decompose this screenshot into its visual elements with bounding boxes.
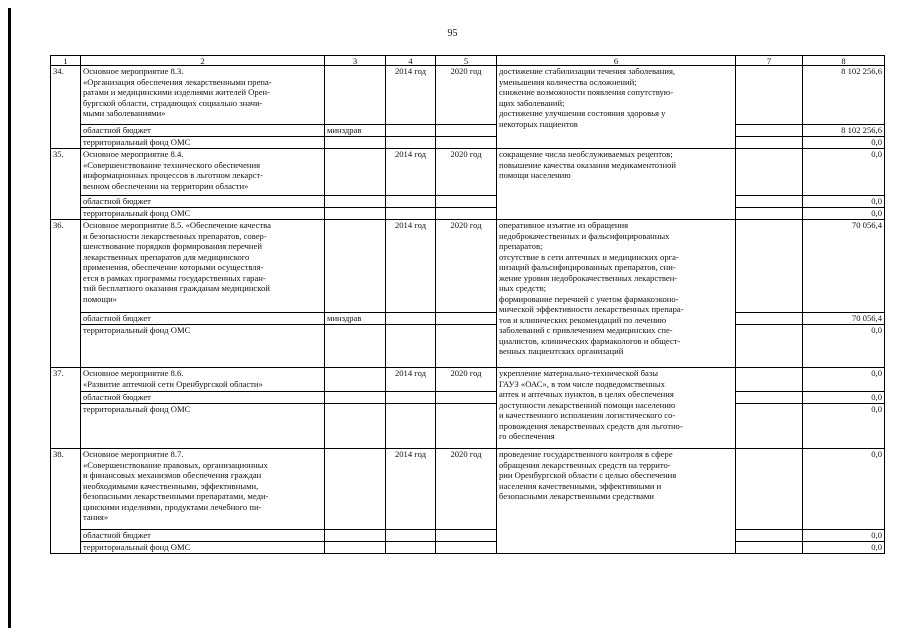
funding-source-label: территориальный фонд ОМС bbox=[80, 541, 325, 554]
column-header-7: 7 bbox=[735, 55, 803, 66]
column-header-1: 1 bbox=[50, 55, 81, 66]
column-header-6: 6 bbox=[496, 55, 736, 66]
funding-executor bbox=[324, 541, 386, 554]
expected-result: сокращение числа необслуживаемых рецептов; повышение качества оказания медикаментозной помощи населению bbox=[496, 148, 736, 220]
column-7-cell bbox=[735, 367, 803, 392]
funding-amount: 0,0 bbox=[802, 324, 885, 368]
activity-title: Основное мероприятие 8.3. «Организация обеспечения лекарственными препа- ратами и медицинскими изделиями жителей Орен- бургской области, страдающих социально значи- мыми заболеваниями» bbox=[80, 65, 325, 125]
activity-title: Основное мероприятие 8.5. «Обеспечение качества и безопасности лекарственных препаратов, совер- шенствование порядков формирования перечней лекарственных препаратов для медицинского применения, обеспечение которыми осуществля- ется в рамках программы государственных гаран- тий бесплатного оказания гражданам медицинской помощи» bbox=[80, 219, 325, 313]
funding-end-cell bbox=[435, 403, 497, 449]
activity-title: Основное мероприятие 8.7. «Совершенствование правовых, организационных и финансовых механизмов обеспечения граждан необходимыми качественными, эффективными, безопасными лекарственными препаратами, меди- цинскими изделиями, продуктами лечебного пи- тания» bbox=[80, 448, 325, 530]
funding-source-label: территориальный фонд ОМС bbox=[80, 403, 325, 449]
funding-amount: 0,0 bbox=[802, 541, 885, 554]
executor-cell bbox=[324, 367, 386, 392]
row-number: 37. bbox=[50, 367, 81, 449]
row-number: 38. bbox=[50, 448, 81, 554]
funding-start-cell bbox=[385, 324, 436, 368]
column-7-cell bbox=[735, 148, 803, 196]
total-amount: 0,0 bbox=[802, 448, 885, 530]
funding-amount: 0,0 bbox=[802, 529, 885, 542]
column-header-5: 5 bbox=[435, 55, 497, 66]
executor-cell bbox=[324, 65, 386, 125]
row-number: 35. bbox=[50, 148, 81, 220]
funding-source-label: территориальный фонд ОМС bbox=[80, 207, 325, 220]
funding-col7-cell bbox=[735, 541, 803, 554]
funding-amount: 0,0 bbox=[802, 136, 885, 149]
funding-executor bbox=[324, 324, 386, 368]
total-amount: 70 056,4 bbox=[802, 219, 885, 313]
funding-amount: 0,0 bbox=[802, 391, 885, 404]
expected-result: укрепление материально-технической базы ГАУЗ «ОАС», в том числе подведомственных аптек и аптечных пунктов, в целях обеспечения доступности лекарственной помощи населению и качественного исполнения логистического со- провождения лекарственных средств для льготно- го обеспечения bbox=[496, 367, 736, 449]
expected-result: проведение государственного контроля в сфере обращения лекарственных средств на террито- рии Оренбургской области с целью обеспечения населения качественными, эффективными и безопасными лекарственными средствами bbox=[496, 448, 736, 554]
activity-title: Основное мероприятие 8.6. «Развитие аптечной сети Оренбургской области» bbox=[80, 367, 325, 392]
column-7-cell bbox=[735, 448, 803, 530]
executor-cell bbox=[324, 148, 386, 196]
start-year: 2014 год bbox=[385, 448, 436, 530]
funding-source-label: областной бюджет bbox=[80, 124, 325, 137]
total-amount: 8 102 256,6 bbox=[802, 65, 885, 125]
funding-executor: минздрав bbox=[324, 124, 386, 137]
end-year: 2020 год bbox=[435, 448, 497, 530]
total-amount: 0,0 bbox=[802, 148, 885, 196]
funding-end-cell bbox=[435, 541, 497, 554]
funding-start-cell bbox=[385, 403, 436, 449]
end-year: 2020 год bbox=[435, 65, 497, 125]
funding-start-cell bbox=[385, 541, 436, 554]
executor-cell bbox=[324, 448, 386, 530]
funding-amount: 0,0 bbox=[802, 207, 885, 220]
expected-result: достижение стабилизации течения заболевания, уменьшения количества осложнений; снижение возможности появления сопутствую- щих заболеваний; достижение улучшения состояния здоровья у некоторых пациентов bbox=[496, 65, 736, 149]
funding-source-label: территориальный фонд ОМС bbox=[80, 136, 325, 149]
funding-source-label: областной бюджет bbox=[80, 195, 325, 208]
funding-source-label: областной бюджет bbox=[80, 529, 325, 542]
funding-amount: 0,0 bbox=[802, 195, 885, 208]
left-margin-bar bbox=[8, 8, 11, 628]
expected-result: оперативное изъятие из обращения недоброкачественных и фальсифицированных препаратов; отсутствие в сети аптечных и медицинских орга- низаций фальсифицированных препаратов, сни- жение уровня недоброкачественных лекарствен- ных средств; формирование перечней с учетом фармакоэконо- мической эффективности лекарственных препара- тов и клинических рекомендаций по лечению заболеваний с привлечением медицинских спе- циалистов, клинических фармакологов и общест- венных пациентских организаций bbox=[496, 219, 736, 368]
executor-cell bbox=[324, 219, 386, 313]
column-header-8: 8 bbox=[802, 55, 885, 66]
end-year: 2020 год bbox=[435, 148, 497, 196]
funding-end-cell bbox=[435, 324, 497, 368]
column-header-3: 3 bbox=[324, 55, 386, 66]
column-7-cell bbox=[735, 65, 803, 125]
start-year: 2014 год bbox=[385, 367, 436, 392]
total-amount: 0,0 bbox=[802, 367, 885, 392]
end-year: 2020 год bbox=[435, 367, 497, 392]
column-header-2: 2 bbox=[80, 55, 325, 66]
start-year: 2014 год bbox=[385, 148, 436, 196]
funding-source-label: областной бюджет bbox=[80, 312, 325, 325]
funding-col7-cell bbox=[735, 324, 803, 368]
funding-col7-cell bbox=[735, 403, 803, 449]
page-number: 95 bbox=[447, 28, 458, 39]
column-7-cell bbox=[735, 219, 803, 313]
funding-amount: 70 056,4 bbox=[802, 312, 885, 325]
row-number: 36. bbox=[50, 219, 81, 368]
column-header-4: 4 bbox=[385, 55, 436, 66]
funding-amount: 8 102 256,6 bbox=[802, 124, 885, 137]
activity-title: Основное мероприятие 8.4. «Совершенствование технического обеспечения информационных процессов в льготном лекарст- венном обеспечении на территории области» bbox=[80, 148, 325, 196]
funding-source-label: областной бюджет bbox=[80, 391, 325, 404]
funding-amount: 0,0 bbox=[802, 403, 885, 449]
funding-source-label: территориальный фонд ОМС bbox=[80, 324, 325, 368]
start-year: 2014 год bbox=[385, 219, 436, 313]
end-year: 2020 год bbox=[435, 219, 497, 313]
funding-executor bbox=[324, 403, 386, 449]
funding-executor: минздрав bbox=[324, 312, 386, 325]
row-number: 34. bbox=[50, 65, 81, 149]
start-year: 2014 год bbox=[385, 65, 436, 125]
